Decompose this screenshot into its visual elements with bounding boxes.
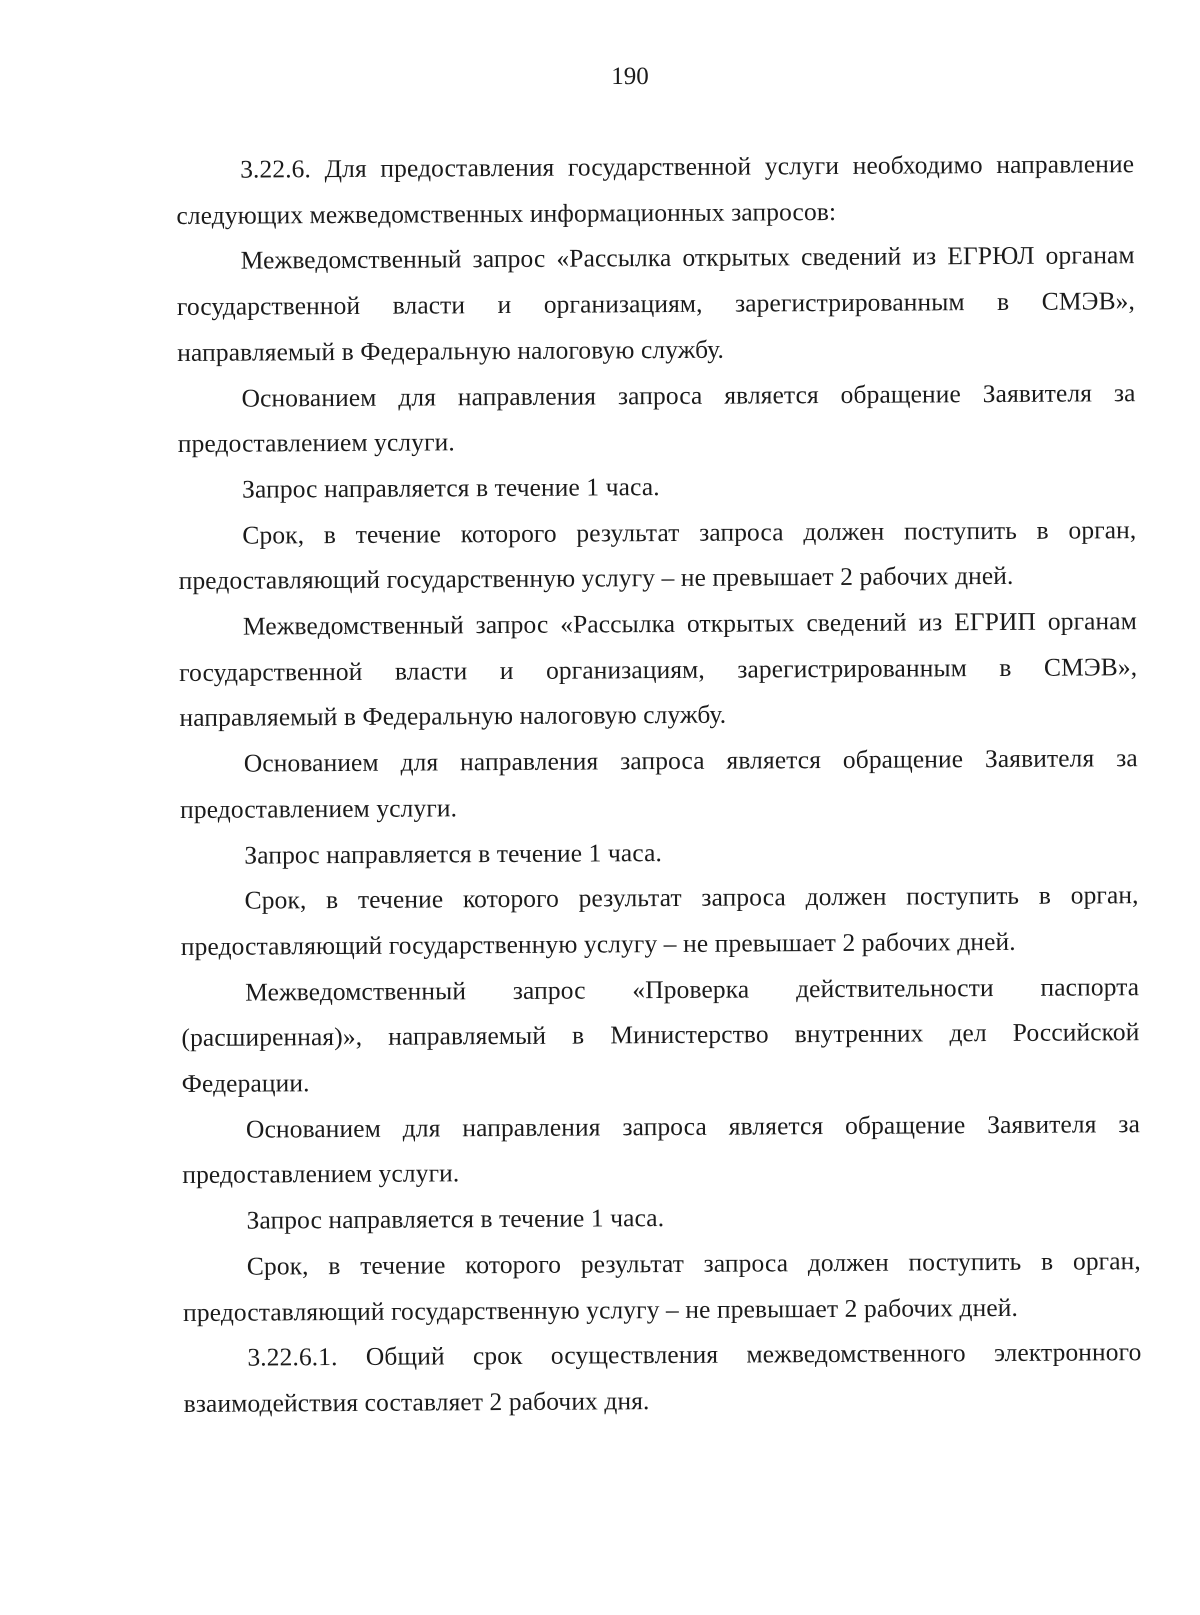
paragraph-basis: Основанием для направления запроса является обращение Заявителя за предоставлением услуги. [177,377,1136,459]
paragraph-request-egrip: Межведомственный запрос «Рассылка открытых сведений из ЕГРИП органам государственной власти и организациям, зарегистрированным в СМЭВ», направляемый в Федеральную налоговую службу. [179,606,1138,733]
paragraph-deadline: Срок, в течение которого результат запроса должен поступить в орган, предоставляющий государственную услугу – не превышает 2 рабочих дней. [178,514,1137,596]
page-number: 190 [611,63,649,90]
paragraph-send-time: Запрос направляется в течение 1 часа. [244,837,662,870]
paragraph-basis: Основанием для направления запроса является обращение Заявителя за предоставлением услуги. [179,743,1138,824]
paragraph-deadline: Срок, в течение которого результат запроса должен поступить в орган, предоставляющий государственную услугу – не превышает 2 рабочих дней. [180,880,1139,961]
paragraph-basis: Основанием для направления запроса является обращение Заявителя за предоставлением услуги. [182,1108,1141,1190]
paragraph-send-time: Запрос направляется в течение 1 часа. [242,471,660,504]
paragraph-send-time: Запрос направляется в течение 1 часа. [246,1203,665,1235]
paragraph-request-egrul: Межведомственный запрос «Рассылка открытых сведений из ЕГРЮЛ органам государственной власти и организациям, зарегистрированным в СМЭВ», направляемый в Федеральную налоговую службу. [176,240,1136,367]
paragraph-request-passport: Межведомственный запрос «Проверка действительности паспорта (расширенная)», направляемый в Министерство внутренних дел Российской Федерации. [181,971,1140,1099]
paragraph-3-22-6-1: 3.22.6.1. Общий срок осуществления межведомственного электронного взаимодействия составляет 2 рабочих дня. [183,1337,1142,1418]
paragraph-3-22-6: 3.22.6. Для предоставления государственной услуги необходимо направление следующих межведомственных информационных запросов: [176,149,1135,230]
document-body [176,141,1142,1427]
paragraph-deadline: Срок, в течение которого результат запроса должен поступить в орган, предоставляющий государственную услугу – не превышает 2 рабочих дней. [183,1246,1141,1327]
